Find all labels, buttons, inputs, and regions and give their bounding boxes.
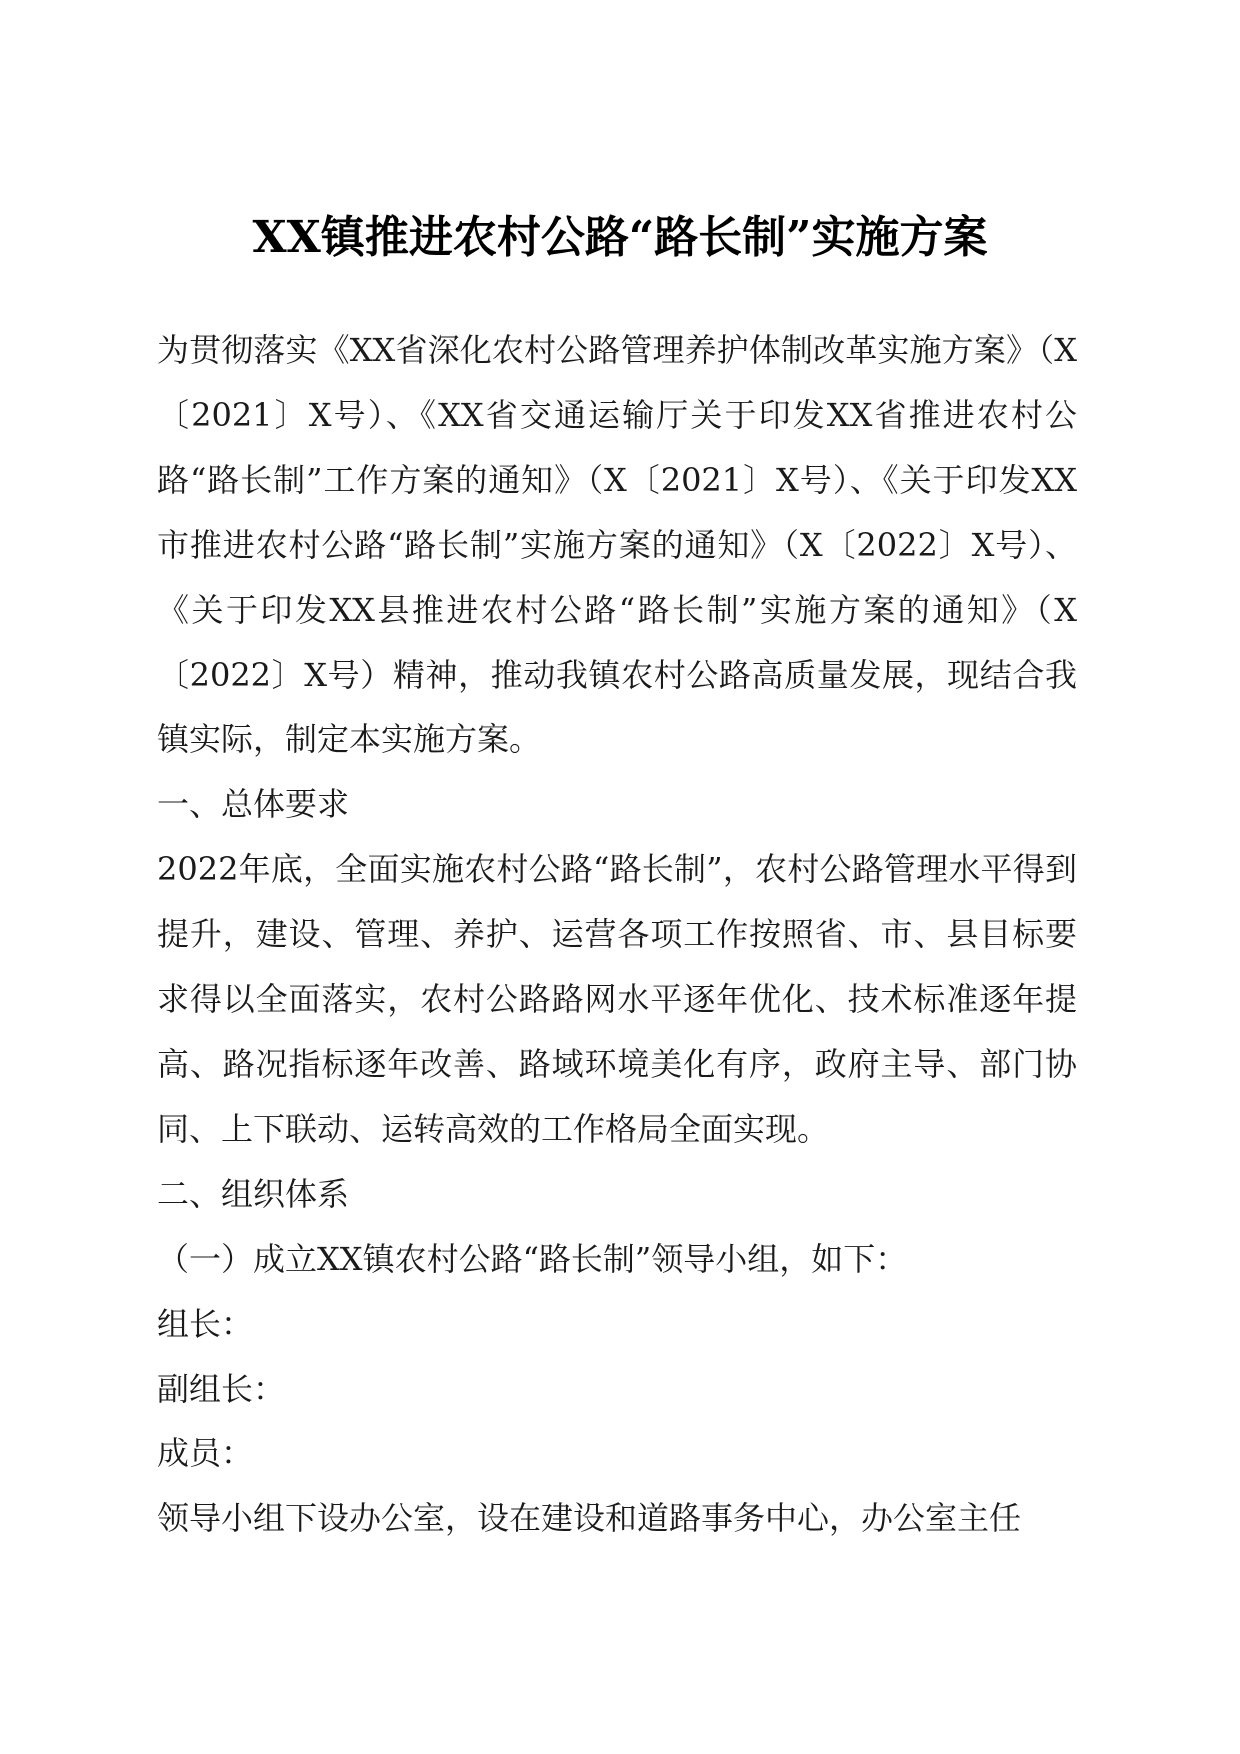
subsection-leading-group: （一）成立XX镇农村公路“路长制”领导小组，如下： [157,1239,908,1278]
members-label: 成员： [157,1434,254,1473]
document-body [157,318,1077,1551]
intro-paragraph: 为贯彻落实《XX省深化农村公路管理养护体制改革实施方案》（X〔2021〕X号）、《XX省交通运输厅关于印发XX省推进农村公路“路长制”工作方案的通知》（X〔2021〕X号）、《关于印发XX市推进农村公路“路长制”实施方案的通知》（X〔2022〕X号）、《关于印发XX县推进农村公路“路长制”实施方案的通知》（X〔2022〕X号）精神，推动我镇农村公路高质量发展，现结合我镇实际，制定本实施方案。 [157,331,1077,759]
deputy-group-leader-label: 副组长： [157,1369,286,1408]
group-leader-label: 组长： [157,1304,254,1343]
office-paragraph: 领导小组下设办公室，设在建设和道路事务中心，办公室主任 [157,1499,1022,1538]
section-heading-organization: 二、组织体系 [157,1174,350,1213]
document-title: XX镇推进农村公路“路长制”实施方案 [252,212,988,263]
section-heading-general-requirements: 一、总体要求 [157,785,350,824]
general-requirements-paragraph: 2022年底，全面实施农村公路“路长制”，农村公路管理水平得到提升，建设、管理、养护、运营各项工作按照省、市、县目标要求得以全面落实，农村公路路网水平逐年优化、技术标准逐年提高、路况指标逐年改善、路域环境美化有序，政府主导、部门协同、上下联动、运转高效的工作格局全面实现。 [157,850,1077,1148]
